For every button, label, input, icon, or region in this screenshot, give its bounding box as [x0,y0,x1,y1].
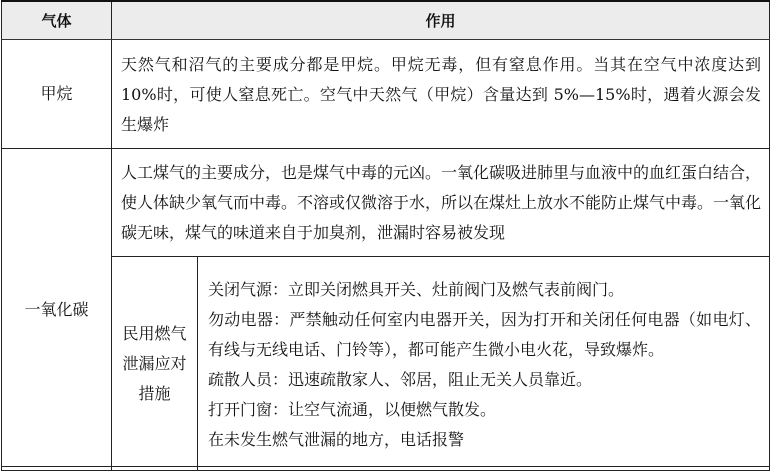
measure-item: 疏散人员：迅速疏散家人、邻居，阻止无关人员靠近。 [208,369,593,389]
gas-effect-methane: 天然气和沼气的主要成分都是甲烷。甲烷无毒，但有窒息作用。当其在空气中浓度达到 10%时，可使人窒息死亡。空气中天然气（甲烷）含量达到 5%—15%时，遇着火源会发生爆炸 [112,40,770,149]
measure-item: 勿动电器：严禁触动任何室内电器开关，因为打开和关闭任何电器（如电灯、有线与无线电话、门铃等），都可能产生微小电火花，导致爆炸。 [208,309,762,359]
table-header-row [2,1,770,40]
gas-name-methane: 甲烷 [2,40,112,149]
measure-item: 关闭气源：立即关闭燃具开关、灶前阀门及燃气表前阀门。 [208,279,625,299]
measure-item: 在未发生燃气泄漏的地方，电话报警 [208,429,465,449]
header-effect: 作用 [112,1,770,40]
header-gas: 气体 [2,1,112,40]
table-row-co-measures [2,257,770,471]
gas-effects-table [1,0,770,471]
gas-effect-co: 人工煤气的主要成分，也是煤气中毒的元凶。一氧化碳吸进肺里与血液中的血红蛋白结合，使人体缺少氧气而中毒。不溶或仅微溶于水，所以在煤灶上放水不能防止煤气中毒。一氧化碳无味，煤气的味道来自于加臭剂，泄漏时容易被发现 [112,149,770,257]
table-row-co-desc [2,149,770,257]
measures-list [198,257,770,471]
table-row-methane [2,40,770,149]
gas-name-co: 一氧化碳 [2,149,112,471]
measures-label: 民用燃气泄漏应对措施 [112,257,198,471]
measure-item: 打开门窗：让空气流通，以便燃气散发。 [208,399,497,419]
